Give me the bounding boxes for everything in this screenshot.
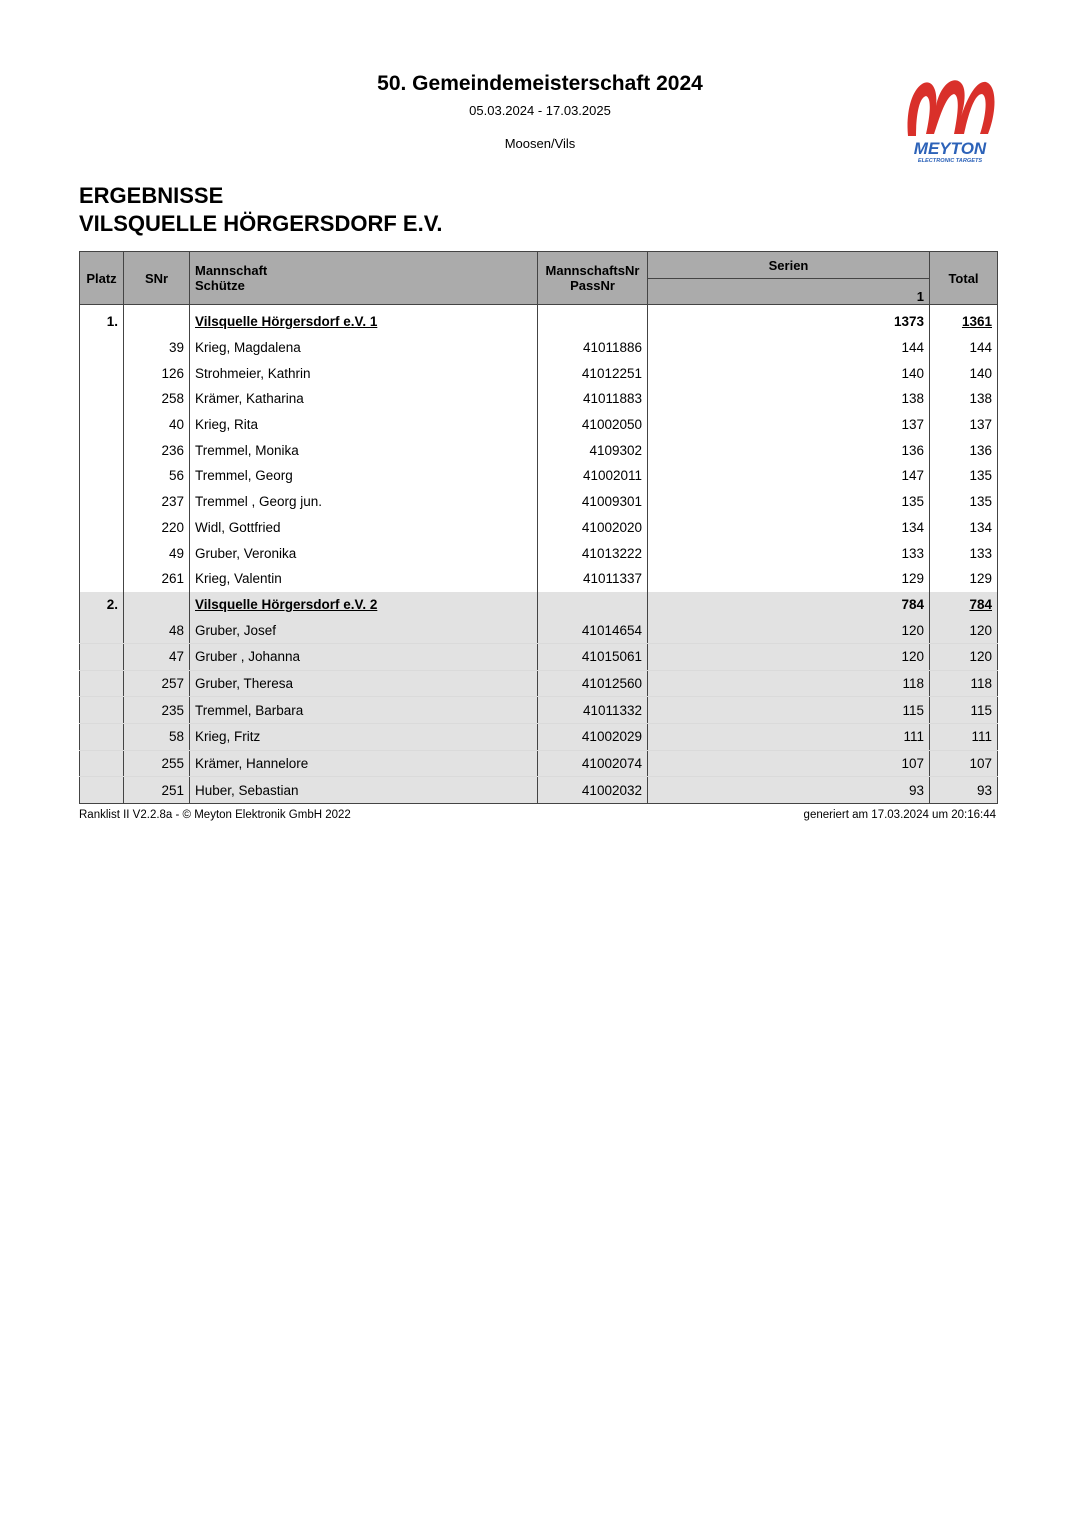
shooter-serie: 133 bbox=[648, 540, 930, 566]
shooter-total: 138 bbox=[930, 386, 998, 412]
shooter-serie: 136 bbox=[648, 437, 930, 463]
shooter-platz bbox=[80, 437, 124, 463]
shooter-passnr: 41002074 bbox=[538, 750, 648, 777]
shooter-row bbox=[80, 412, 998, 438]
results-body bbox=[80, 305, 998, 804]
date-range: 05.03.2024 - 17.03.2025 bbox=[469, 103, 611, 118]
team-platz: 1. bbox=[80, 305, 124, 335]
club-heading: VILSQUELLE HÖRGERSDORF E.V. bbox=[79, 211, 443, 236]
shooter-name: Gruber, Josef bbox=[190, 617, 538, 643]
shooter-serie: 129 bbox=[648, 566, 930, 592]
shooter-row bbox=[80, 697, 998, 724]
shooter-row bbox=[80, 777, 998, 804]
footer-version: Ranklist II V2.2.8a - © Meyton Elektronik GmbH 2022 bbox=[79, 809, 351, 821]
shooter-total: 115 bbox=[930, 697, 998, 724]
shooter-serie: 138 bbox=[648, 386, 930, 412]
shooter-platz bbox=[80, 750, 124, 777]
shooter-snr: 47 bbox=[124, 643, 190, 670]
shooter-serie: 144 bbox=[648, 335, 930, 361]
shooter-snr: 40 bbox=[124, 412, 190, 438]
shooter-serie: 93 bbox=[648, 777, 930, 804]
shooter-serie: 137 bbox=[648, 412, 930, 438]
shooter-passnr: 41012251 bbox=[538, 360, 648, 386]
shooter-passnr: 41002029 bbox=[538, 724, 648, 751]
shooter-row bbox=[80, 617, 998, 643]
shooter-platz bbox=[80, 489, 124, 515]
shooter-snr: 237 bbox=[124, 489, 190, 515]
shooter-name: Huber, Sebastian bbox=[190, 777, 538, 804]
shooter-passnr: 41009301 bbox=[538, 489, 648, 515]
shooter-total: 137 bbox=[930, 412, 998, 438]
team-name bbox=[190, 592, 538, 618]
shooter-platz bbox=[80, 540, 124, 566]
shooter-name: Gruber, Veronika bbox=[190, 540, 538, 566]
shooter-serie: 140 bbox=[648, 360, 930, 386]
team-row bbox=[80, 305, 998, 335]
shooter-passnr: 41014654 bbox=[538, 617, 648, 643]
col-snr: SNr bbox=[124, 252, 190, 305]
shooter-platz bbox=[80, 670, 124, 697]
shooter-row bbox=[80, 724, 998, 751]
shooter-row bbox=[80, 750, 998, 777]
shooter-name: Tremmel, Georg bbox=[190, 463, 538, 489]
shooter-passnr: 41012560 bbox=[538, 670, 648, 697]
shooter-snr: 255 bbox=[124, 750, 190, 777]
team-platz: 2. bbox=[80, 592, 124, 618]
col-schuetze: Schütze bbox=[195, 278, 245, 293]
shooter-platz bbox=[80, 697, 124, 724]
col-mannschaft-schuetze bbox=[190, 252, 538, 305]
shooter-row bbox=[80, 643, 998, 670]
shooter-snr: 56 bbox=[124, 463, 190, 489]
shooter-serie: 134 bbox=[648, 515, 930, 541]
shooter-platz bbox=[80, 335, 124, 361]
team-total-value: 1361 bbox=[961, 314, 992, 330]
shooter-passnr: 41011337 bbox=[538, 566, 648, 592]
shooter-total: 144 bbox=[930, 335, 998, 361]
shooter-row bbox=[80, 360, 998, 386]
shooter-passnr: 41002050 bbox=[538, 412, 648, 438]
shooter-serie: 115 bbox=[648, 697, 930, 724]
shooter-snr: 258 bbox=[124, 386, 190, 412]
shooter-row bbox=[80, 386, 998, 412]
shooter-total: 111 bbox=[930, 724, 998, 751]
shooter-platz bbox=[80, 360, 124, 386]
shooter-name: Krieg, Magdalena bbox=[190, 335, 538, 361]
shooter-platz bbox=[80, 386, 124, 412]
shooter-row bbox=[80, 670, 998, 697]
shooter-passnr: 41011332 bbox=[538, 697, 648, 724]
shooter-serie: 120 bbox=[648, 643, 930, 670]
results-table bbox=[79, 251, 998, 804]
shooter-platz bbox=[80, 412, 124, 438]
shooter-snr: 58 bbox=[124, 724, 190, 751]
shooter-platz bbox=[80, 515, 124, 541]
shooter-passnr: 41002032 bbox=[538, 777, 648, 804]
shooter-passnr: 4109302 bbox=[538, 437, 648, 463]
shooter-snr: 126 bbox=[124, 360, 190, 386]
shooter-row bbox=[80, 566, 998, 592]
team-serie: 1373 bbox=[648, 305, 930, 335]
shooter-snr: 257 bbox=[124, 670, 190, 697]
col-mannschaftsnr: MannschaftsNr bbox=[545, 263, 640, 278]
team-total-value: 784 bbox=[969, 596, 992, 612]
team-pass bbox=[538, 305, 648, 335]
shooter-total: 129 bbox=[930, 566, 998, 592]
team-total bbox=[930, 305, 998, 335]
shooter-row bbox=[80, 437, 998, 463]
shooter-row bbox=[80, 540, 998, 566]
shooter-name: Krieg, Valentin bbox=[190, 566, 538, 592]
shooter-total: 118 bbox=[930, 670, 998, 697]
shooter-snr: 261 bbox=[124, 566, 190, 592]
shooter-serie: 111 bbox=[648, 724, 930, 751]
shooter-platz bbox=[80, 777, 124, 804]
shooter-snr: 236 bbox=[124, 437, 190, 463]
shooter-name: Krieg, Rita bbox=[190, 412, 538, 438]
shooter-total: 120 bbox=[930, 617, 998, 643]
col-mannschaft: Mannschaft bbox=[195, 263, 268, 278]
shooter-total: 135 bbox=[930, 463, 998, 489]
shooter-name: Krämer, Hannelore bbox=[190, 750, 538, 777]
shooter-platz bbox=[80, 463, 124, 489]
shooter-serie: 107 bbox=[648, 750, 930, 777]
team-total bbox=[930, 592, 998, 618]
col-serien: Serien bbox=[648, 252, 930, 279]
shooter-serie: 135 bbox=[648, 489, 930, 515]
shooter-name: Widl, Gottfried bbox=[190, 515, 538, 541]
shooter-serie: 120 bbox=[648, 617, 930, 643]
shooter-name: Tremmel , Georg jun. bbox=[190, 489, 538, 515]
team-row bbox=[80, 592, 998, 618]
shooter-name: Strohmeier, Kathrin bbox=[190, 360, 538, 386]
team-snr bbox=[124, 592, 190, 618]
team-name bbox=[190, 305, 538, 335]
shooter-snr: 49 bbox=[124, 540, 190, 566]
shooter-platz bbox=[80, 617, 124, 643]
shooter-passnr: 41002020 bbox=[538, 515, 648, 541]
shooter-passnr: 41013222 bbox=[538, 540, 648, 566]
shooter-passnr: 41002011 bbox=[538, 463, 648, 489]
shooter-snr: 251 bbox=[124, 777, 190, 804]
shooter-total: 140 bbox=[930, 360, 998, 386]
shooter-total: 135 bbox=[930, 489, 998, 515]
team-name-link: Vilsquelle Hörgersdorf e.V. 1 bbox=[195, 314, 378, 330]
shooter-name: Tremmel, Barbara bbox=[190, 697, 538, 724]
shooter-name: Gruber, Theresa bbox=[190, 670, 538, 697]
col-total: Total bbox=[930, 252, 998, 305]
shooter-total: 93 bbox=[930, 777, 998, 804]
team-serie: 784 bbox=[648, 592, 930, 618]
logo-subtext: ELECTRONIC TARGETS bbox=[917, 158, 983, 164]
team-snr bbox=[124, 305, 190, 335]
shooter-row bbox=[80, 335, 998, 361]
shooter-row bbox=[80, 463, 998, 489]
shooter-snr: 39 bbox=[124, 335, 190, 361]
page-title: 50. Gemeindemeisterschaft 2024 bbox=[377, 72, 703, 95]
shooter-snr: 48 bbox=[124, 617, 190, 643]
shooter-total: 133 bbox=[930, 540, 998, 566]
shooter-platz bbox=[80, 643, 124, 670]
shooter-passnr: 41011883 bbox=[538, 386, 648, 412]
team-pass bbox=[538, 592, 648, 618]
meyton-logo bbox=[902, 72, 998, 166]
team-name-link: Vilsquelle Hörgersdorf e.V. 2 bbox=[195, 596, 378, 612]
section-heading: ERGEBNISSE bbox=[79, 183, 224, 208]
shooter-name: Gruber , Johanna bbox=[190, 643, 538, 670]
shooter-snr: 220 bbox=[124, 515, 190, 541]
shooter-platz bbox=[80, 724, 124, 751]
col-passnr: PassNr bbox=[570, 278, 615, 293]
shooter-serie: 147 bbox=[648, 463, 930, 489]
logo-text: MEYTON bbox=[913, 139, 987, 158]
shooter-total: 120 bbox=[930, 643, 998, 670]
footer-generated: generiert am 17.03.2024 um 20:16:44 bbox=[803, 809, 996, 821]
col-mannschaftsnr-passnr bbox=[538, 252, 648, 305]
shooter-total: 107 bbox=[930, 750, 998, 777]
shooter-platz bbox=[80, 566, 124, 592]
col-platz: Platz bbox=[80, 252, 124, 305]
location: Moosen/Vils bbox=[504, 136, 576, 151]
shooter-passnr: 41011886 bbox=[538, 335, 648, 361]
shooter-row bbox=[80, 489, 998, 515]
shooter-name: Tremmel, Monika bbox=[190, 437, 538, 463]
col-serie-1: 1 bbox=[648, 279, 930, 305]
shooter-name: Krämer, Katharina bbox=[190, 386, 538, 412]
shooter-total: 136 bbox=[930, 437, 998, 463]
shooter-name: Krieg, Fritz bbox=[190, 724, 538, 751]
shooter-passnr: 41015061 bbox=[538, 643, 648, 670]
shooter-snr: 235 bbox=[124, 697, 190, 724]
shooter-row bbox=[80, 515, 998, 541]
shooter-serie: 118 bbox=[648, 670, 930, 697]
shooter-total: 134 bbox=[930, 515, 998, 541]
